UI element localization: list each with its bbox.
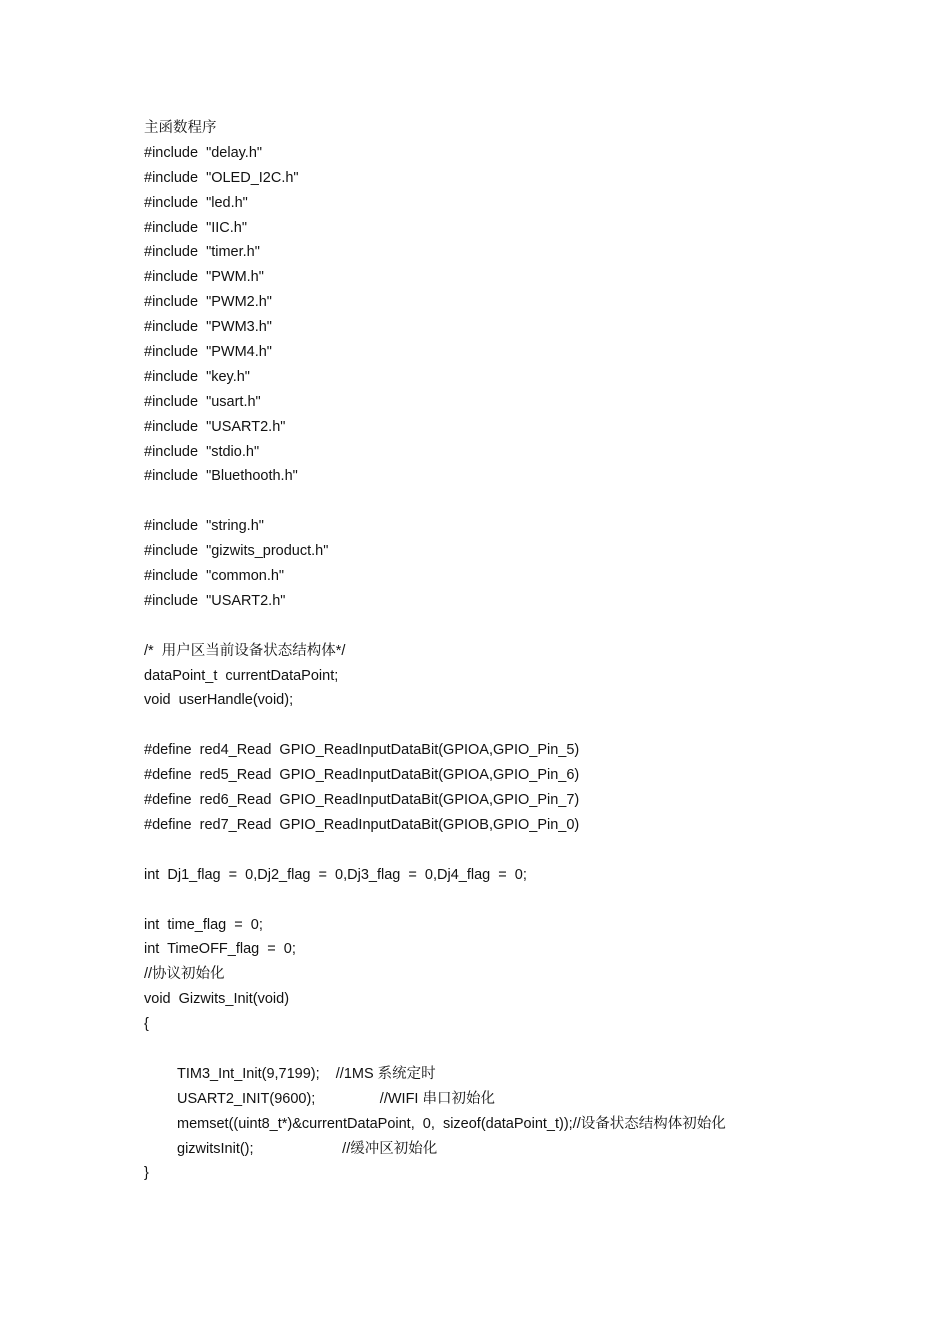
flags-declaration: int Dj1_flag = 0,Dj2_flag = 0,Dj3_flag = 0,Dj4_flag = 0; [144, 866, 527, 883]
blank-line [144, 1037, 864, 1062]
include-line: #include "PWM3.h" [144, 319, 272, 336]
closing-brace: } [144, 1165, 149, 1182]
blank-line [144, 888, 864, 913]
include-line: #include "Bluethooth.h" [144, 468, 298, 485]
include-line: #include "delay.h" [144, 144, 263, 161]
blank-line [144, 614, 864, 639]
include-line: #include "PWM.h" [144, 269, 264, 286]
function-body [144, 1062, 864, 1162]
comment-line: //协议初始化 [144, 966, 225, 983]
code-document [144, 116, 864, 1186]
time-var-block [144, 913, 864, 1037]
include-block-b [144, 514, 864, 614]
blank-line [144, 489, 864, 514]
code-line: void userHandle(void); [144, 692, 294, 709]
include-line: #include "OLED_I2C.h" [144, 169, 299, 186]
section-heading: 主函数程序 [144, 120, 217, 136]
code-line: int TimeOFF_flag = 0; [144, 941, 296, 958]
include-line: #include "USART2.h" [144, 592, 286, 609]
declaration-block [144, 639, 864, 714]
include-line: #include "PWM2.h" [144, 294, 272, 311]
code-line: dataPoint_t currentDataPoint; [144, 667, 339, 684]
include-line: #include "common.h" [144, 568, 285, 585]
opening-brace: { [144, 1016, 149, 1033]
define-line: #define red4_Read GPIO_ReadInputDataBit(GPIOA,GPIO_Pin_5) [144, 742, 580, 759]
include-line: #include "led.h" [144, 194, 248, 211]
include-line: #include "stdio.h" [144, 443, 260, 460]
define-line: #define red7_Read GPIO_ReadInputDataBit(GPIOB,GPIO_Pin_0) [144, 816, 580, 833]
code-line: memset((uint8_t*)&currentDataPoint, 0, sizeof(dataPoint_t));//设备状态结构体初始化 [177, 1115, 726, 1132]
blank-line [144, 838, 864, 863]
include-line: #include "gizwits_product.h" [144, 543, 329, 560]
comment-line: /* 用户区当前设备状态结构体*/ [144, 642, 346, 659]
code-line: USART2_INIT(9600); //WIFI 串口初始化 [177, 1090, 495, 1107]
include-line: #include "usart.h" [144, 393, 261, 410]
blank-line [144, 713, 864, 738]
include-block-a [144, 141, 864, 489]
include-line: #include "PWM4.h" [144, 344, 272, 361]
define-line: #define red5_Read GPIO_ReadInputDataBit(GPIOA,GPIO_Pin_6) [144, 767, 580, 784]
include-line: #include "IIC.h" [144, 219, 247, 236]
code-line: int time_flag = 0; [144, 916, 263, 933]
code-line: gizwitsInit(); //缓冲区初始化 [177, 1140, 438, 1157]
include-line: #include "key.h" [144, 368, 250, 385]
include-line: #include "USART2.h" [144, 418, 286, 435]
include-line: #include "string.h" [144, 518, 264, 535]
function-signature: void Gizwits_Init(void) [144, 991, 290, 1008]
define-block [144, 738, 864, 838]
code-line: TIM3_Int_Init(9,7199); //1MS 系统定时 [177, 1065, 436, 1082]
include-line: #include "timer.h" [144, 244, 260, 261]
define-line: #define red6_Read GPIO_ReadInputDataBit(GPIOA,GPIO_Pin_7) [144, 792, 580, 809]
